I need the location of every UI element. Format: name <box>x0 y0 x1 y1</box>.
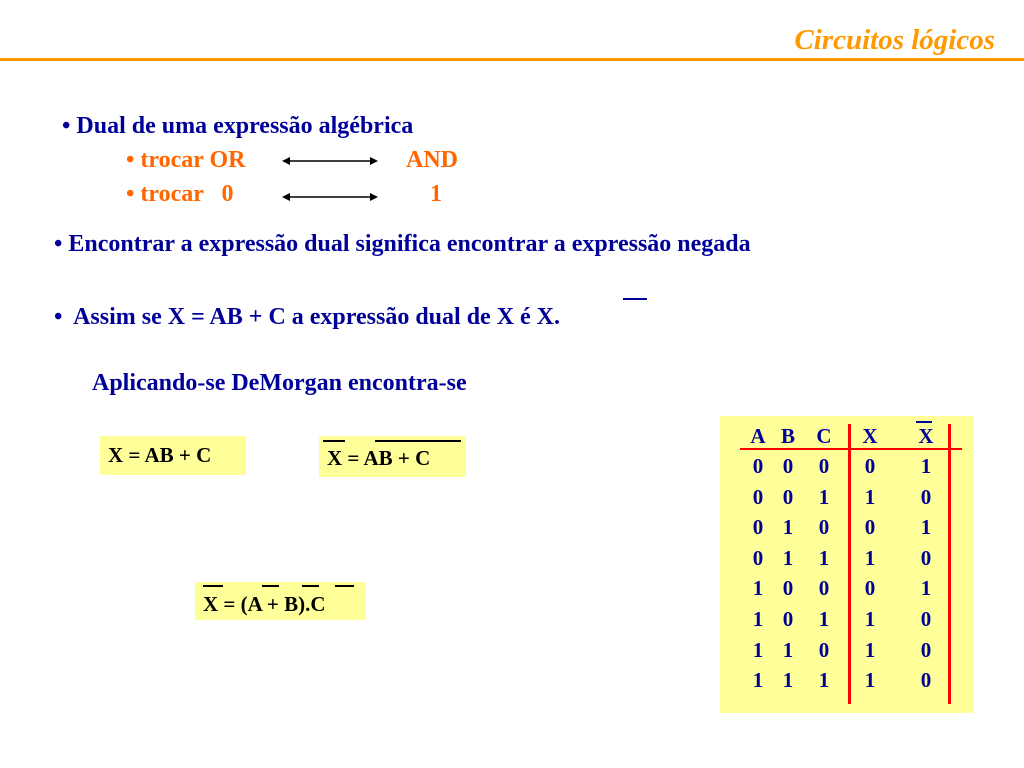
table-cell: 1 <box>864 607 876 631</box>
table-cell: 0 <box>864 515 876 540</box>
overbar <box>262 585 279 587</box>
table-cell: 1 <box>864 637 876 662</box>
table-cell: 0 <box>920 484 932 509</box>
table-cell: 1 <box>752 637 764 662</box>
table-cell: 0 <box>818 454 830 478</box>
table-header-col-x: X <box>862 424 878 448</box>
bullet-example: • Assim se X = AB + C a expressão dual de X é X. <box>54 304 561 330</box>
double-arrow-icon <box>282 191 378 203</box>
expression-box <box>100 436 246 475</box>
table-cell: 0 <box>752 545 764 570</box>
overbar <box>203 585 223 587</box>
table-cell: 0 <box>782 454 794 478</box>
table-cell: 1 <box>818 545 830 570</box>
table-cell: 1 <box>752 607 764 631</box>
table-cell: 1 <box>782 637 794 662</box>
table-cell: 0 <box>920 668 932 693</box>
table-cell: 0 <box>752 515 764 540</box>
table-cell: 1 <box>864 484 876 509</box>
table-cell: 0 <box>752 454 764 478</box>
expression-box <box>319 436 466 477</box>
bullet-dual-meaning: • Encontrar a expressão dual significa encontrar a expressão negada <box>54 231 751 257</box>
overbar <box>916 421 932 423</box>
overbar <box>623 298 647 300</box>
swap-one-label: 1 <box>430 181 442 207</box>
table-cell: 1 <box>752 576 764 601</box>
table-cell: 0 <box>782 607 794 631</box>
truth-table <box>720 416 974 713</box>
table-header-col-x-bar: X <box>918 424 934 448</box>
table-cell: 1 <box>818 668 830 693</box>
table-cell: 1 <box>920 515 932 540</box>
table-cell: 1 <box>864 545 876 570</box>
expression-box <box>195 582 366 620</box>
table-header-col-c: C <box>816 424 832 448</box>
table-header-col-b: B <box>780 424 795 448</box>
table-divider <box>948 424 951 704</box>
table-cell: 1 <box>782 545 794 570</box>
table-cell: 0 <box>818 576 830 601</box>
expression-original: X = AB + C <box>108 443 212 467</box>
table-cell: 1 <box>818 607 830 631</box>
page-title: Circuitos lógicos <box>794 24 995 56</box>
table-cell: 0 <box>864 576 876 601</box>
table-header-col-a: A <box>750 424 766 448</box>
table-cell: 1 <box>920 454 932 478</box>
table-cell: 1 <box>920 576 932 601</box>
title-divider <box>0 58 1024 61</box>
table-cell: 1 <box>864 668 876 693</box>
table-cell: 0 <box>818 515 830 540</box>
table-cell: 1 <box>782 668 794 693</box>
overbar <box>335 585 354 587</box>
table-cell: 0 <box>782 576 794 601</box>
table-cell: 0 <box>818 637 830 662</box>
bullet-dual: • Dual de uma expressão algébrica <box>62 113 414 139</box>
table-cell: 0 <box>864 454 876 478</box>
table-cell: 0 <box>920 607 932 631</box>
table-cell: 0 <box>752 484 764 509</box>
expression-negated: X = AB + C <box>327 446 431 470</box>
bullet-swap-or: • trocar OR <box>126 147 246 173</box>
table-cell: 0 <box>920 545 932 570</box>
table-cell: 1 <box>782 515 794 540</box>
table-cell: 1 <box>818 484 830 509</box>
overbar <box>375 440 461 442</box>
overbar <box>323 440 345 442</box>
overbar <box>302 585 319 587</box>
bullet-swap-zero: • trocar 0 <box>126 181 234 207</box>
expression-demorgan: X = (A + B).C <box>203 592 326 616</box>
table-cell: 1 <box>752 668 764 693</box>
double-arrow-icon <box>282 155 378 167</box>
demorgan-text: Aplicando-se DeMorgan encontra-se <box>92 370 467 396</box>
table-cell: 0 <box>920 637 932 662</box>
swap-and-label: AND <box>406 147 458 173</box>
table-divider <box>848 424 851 704</box>
table-cell: 0 <box>782 484 794 509</box>
